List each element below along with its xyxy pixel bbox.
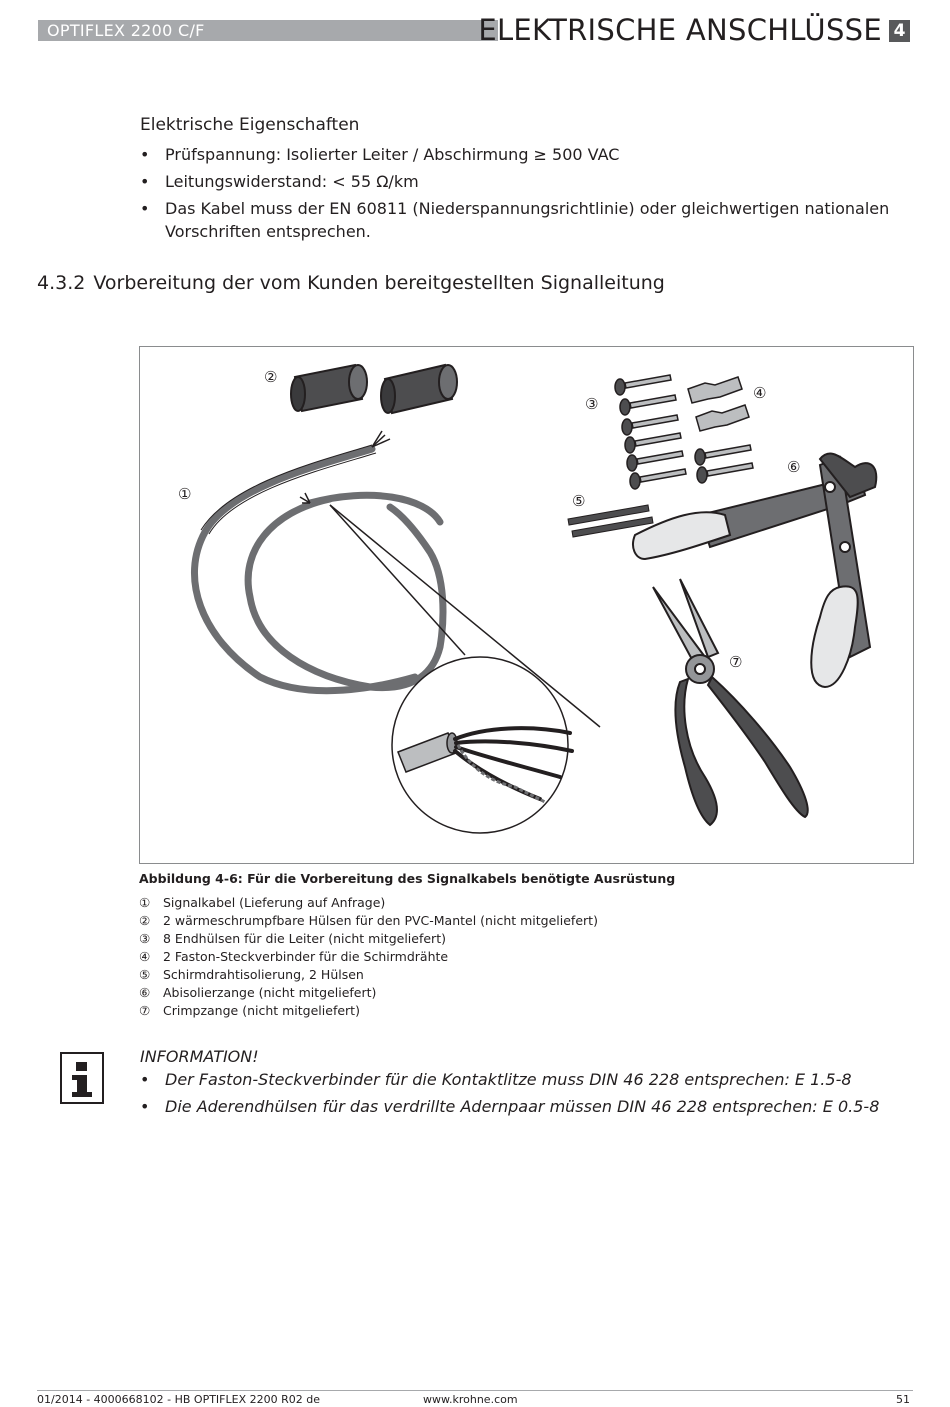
legend-item <box>139 984 598 1002</box>
callout-6: ⑥ <box>787 458 801 476</box>
callout-2: ② <box>264 368 278 386</box>
info-glyph-icon <box>62 1054 102 1102</box>
legend-number: ④ <box>139 949 151 964</box>
legend-number: ② <box>139 913 151 928</box>
list-item <box>140 1095 879 1118</box>
bullet-symbol: • <box>140 199 150 218</box>
callout-1: ① <box>178 485 192 503</box>
legend-text: Crimpzange (nicht mitgeliefert) <box>163 1003 360 1018</box>
section-heading <box>37 270 665 296</box>
signal-cable-icon <box>194 449 443 691</box>
properties-list <box>140 143 910 247</box>
stripping-pliers-icon <box>633 454 876 687</box>
list-item-text: Die Aderendhülsen für das verdrillte Adernpaar müssen DIN 46 228 entsprechen: E 0.5-8 <box>165 1097 880 1116</box>
section-title: Vorbereitung der vom Kunden bereitgestellten Signalleitung <box>93 272 665 294</box>
equipment-figure <box>139 346 914 864</box>
legend-text: 2 wärmeschrumpfbare Hülsen für den PVC-Mantel (nicht mitgeliefert) <box>163 913 598 928</box>
legend-text: 2 Faston-Steckverbinder für die Schirmdrähte <box>163 949 449 964</box>
callout-3: ③ <box>585 395 599 413</box>
footer-website: www.krohne.com <box>423 1393 518 1406</box>
figure-caption: Abbildung 4-6: Für die Vorbereitung des Signalkabels benötigte Ausrüstung <box>139 871 676 886</box>
legend-item <box>139 894 598 912</box>
chapter-number-badge: 4 <box>889 20 910 42</box>
bullet-symbol: • <box>140 1070 150 1089</box>
page-number: 51 <box>896 1393 910 1406</box>
callout-5: ⑤ <box>572 492 586 510</box>
list-item <box>140 1068 879 1091</box>
info-title: INFORMATION! <box>140 1047 259 1066</box>
legend-item <box>139 930 598 948</box>
callout-7: ⑦ <box>729 653 743 671</box>
list-item-text: Prüfspannung: Isolierter Leiter / Abschirmung ≥ 500 VAC <box>165 145 620 164</box>
legend-text: Schirmdrahtisolierung, 2 Hülsen <box>163 967 364 982</box>
legend-item <box>139 948 598 966</box>
section-number: 4.3.2 <box>37 272 86 294</box>
faston-connectors-icon <box>688 377 749 431</box>
legend-number: ③ <box>139 931 151 946</box>
footer-divider <box>37 1390 913 1391</box>
legend-number: ⑤ <box>139 967 151 982</box>
figure-legend <box>139 894 598 1020</box>
legend-item <box>139 966 598 984</box>
legend-text: Signalkabel (Lieferung auf Anfrage) <box>163 895 386 910</box>
callout-4: ④ <box>753 384 767 402</box>
list-item-text: Das Kabel muss der EN 60811 (Niederspannungsrichtlinie) oder gleichwertigen nationalen Vorschriften entsprechen. <box>165 199 890 241</box>
legend-text: Abisolierzange (nicht mitgeliefert) <box>163 985 377 1000</box>
legend-text: 8 Endhülsen für die Leiter (nicht mitgeliefert) <box>163 931 446 946</box>
heat-shrink-sleeves-icon <box>291 365 457 413</box>
properties-heading: Elektrische Eigenschaften <box>140 115 360 135</box>
legend-item <box>139 1002 598 1020</box>
list-item <box>140 197 910 243</box>
legend-number: ① <box>139 895 151 910</box>
equipment-illustration <box>140 347 915 865</box>
magnifier-callout-icon <box>330 505 600 833</box>
list-item-text: Der Faston-Steckverbinder für die Kontaktlitze muss DIN 46 228 entsprechen: E 1.5-8 <box>165 1070 852 1089</box>
legend-number: ⑦ <box>139 1003 151 1018</box>
footer-document-id: 01/2014 - 4000668102 - HB OPTIFLEX 2200 R02 de <box>37 1393 320 1406</box>
legend-number: ⑥ <box>139 985 151 1000</box>
list-item <box>140 170 910 193</box>
chapter-title: ELEKTRISCHE ANSCHLÜSSE <box>478 13 882 47</box>
list-item <box>140 143 910 166</box>
list-item-text: Leitungswiderstand: < 55 Ω/km <box>165 172 419 191</box>
product-name: OPTIFLEX 2200 C/F <box>47 21 205 40</box>
info-icon <box>60 1052 104 1104</box>
bullet-symbol: • <box>140 1097 150 1116</box>
bullet-symbol: • <box>140 172 150 191</box>
bullet-symbol: • <box>140 145 150 164</box>
crimping-pliers-icon <box>653 579 808 825</box>
legend-item <box>139 912 598 930</box>
info-list <box>140 1068 879 1122</box>
